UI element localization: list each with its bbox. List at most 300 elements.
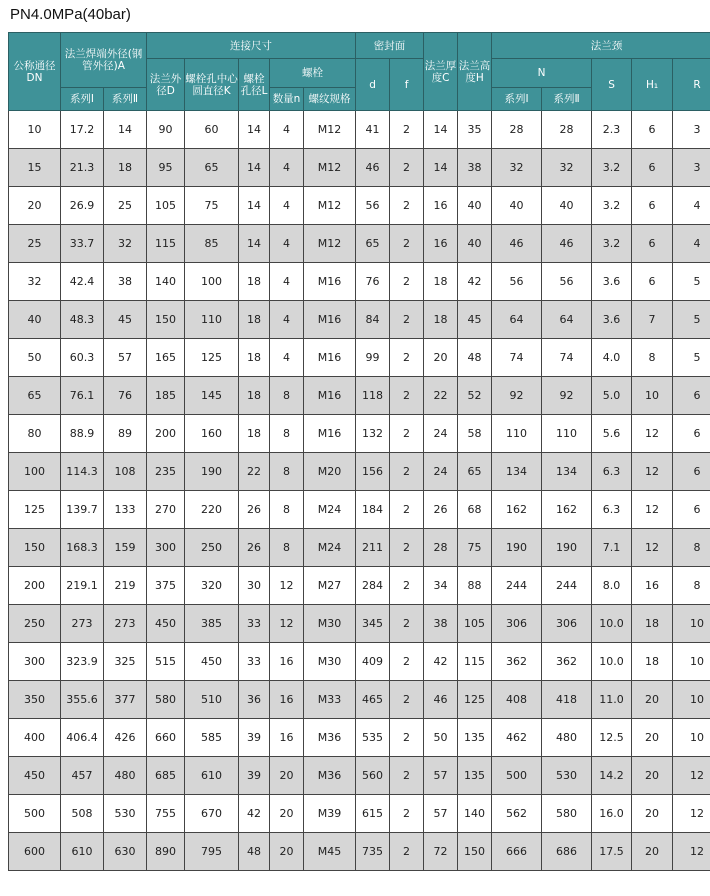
cell-seal-d: 65 (356, 225, 390, 263)
cell-a-s2: 108 (104, 453, 147, 491)
cell-a-s2: 630 (104, 833, 147, 871)
cell-c: 28 (424, 529, 458, 567)
cell-dn: 32 (9, 263, 61, 301)
cell-r: 10 (673, 681, 710, 719)
cell-thread: M27 (304, 567, 356, 605)
cell-seal-f: 2 (390, 643, 424, 681)
cell-r: 5 (673, 301, 710, 339)
cell-n-s2: 362 (542, 643, 592, 681)
table-row (9, 491, 710, 529)
cell-n-s2: 74 (542, 339, 592, 377)
cell-n-s1: 32 (492, 149, 542, 187)
cell-seal-f: 2 (390, 377, 424, 415)
cell-n-s2: 64 (542, 301, 592, 339)
cell-a-s1: 26.9 (61, 187, 104, 225)
cell-dn: 10 (9, 111, 61, 149)
header-seal-d: d (356, 59, 390, 111)
cell-s: 6.3 (592, 491, 632, 529)
table-row (9, 111, 710, 149)
cell-h1: 20 (632, 719, 673, 757)
cell-h: 105 (458, 605, 492, 643)
cell-dn: 80 (9, 415, 61, 453)
cell-a-s1: 60.3 (61, 339, 104, 377)
cell-r: 12 (673, 757, 710, 795)
cell-dn: 50 (9, 339, 61, 377)
cell-thread: M24 (304, 491, 356, 529)
cell-c: 42 (424, 643, 458, 681)
cell-r: 6 (673, 453, 710, 491)
cell-d: 890 (147, 833, 185, 871)
cell-n-s2: 530 (542, 757, 592, 795)
cell-n: 16 (270, 719, 304, 757)
cell-n-s2: 110 (542, 415, 592, 453)
cell-l: 39 (239, 757, 270, 795)
cell-d: 270 (147, 491, 185, 529)
cell-n: 8 (270, 491, 304, 529)
cell-d: 140 (147, 263, 185, 301)
table-row (9, 681, 710, 719)
cell-dn: 40 (9, 301, 61, 339)
cell-a-s2: 38 (104, 263, 147, 301)
cell-l: 18 (239, 263, 270, 301)
cell-r: 8 (673, 567, 710, 605)
cell-s: 17.5 (592, 833, 632, 871)
cell-n: 16 (270, 681, 304, 719)
cell-thread: M16 (304, 415, 356, 453)
cell-l: 22 (239, 453, 270, 491)
cell-n: 20 (270, 833, 304, 871)
cell-n-s1: 462 (492, 719, 542, 757)
cell-s: 8.0 (592, 567, 632, 605)
cell-s: 3.2 (592, 187, 632, 225)
cell-h: 42 (458, 263, 492, 301)
cell-a-s1: 114.3 (61, 453, 104, 491)
cell-n-s2: 56 (542, 263, 592, 301)
cell-seal-f: 2 (390, 453, 424, 491)
cell-a-s2: 159 (104, 529, 147, 567)
cell-k: 250 (185, 529, 239, 567)
cell-c: 24 (424, 453, 458, 491)
cell-c: 57 (424, 795, 458, 833)
cell-a-s1: 42.4 (61, 263, 104, 301)
cell-s: 16.0 (592, 795, 632, 833)
cell-h1: 6 (632, 225, 673, 263)
table-row (9, 453, 710, 491)
cell-c: 46 (424, 681, 458, 719)
cell-seal-f: 2 (390, 833, 424, 871)
cell-k: 670 (185, 795, 239, 833)
cell-a-s2: 530 (104, 795, 147, 833)
cell-k: 60 (185, 111, 239, 149)
cell-d: 95 (147, 149, 185, 187)
cell-l: 14 (239, 187, 270, 225)
cell-c: 50 (424, 719, 458, 757)
cell-thread: M36 (304, 757, 356, 795)
cell-h: 140 (458, 795, 492, 833)
cell-seal-d: 615 (356, 795, 390, 833)
cell-r: 10 (673, 719, 710, 757)
cell-k: 160 (185, 415, 239, 453)
cell-l: 14 (239, 225, 270, 263)
cell-d: 90 (147, 111, 185, 149)
cell-n-s1: 666 (492, 833, 542, 871)
cell-a-s2: 133 (104, 491, 147, 529)
cell-n-s1: 92 (492, 377, 542, 415)
cell-dn: 350 (9, 681, 61, 719)
cell-h: 38 (458, 149, 492, 187)
cell-d: 165 (147, 339, 185, 377)
cell-n-s1: 190 (492, 529, 542, 567)
header-neck-r: R (673, 59, 710, 111)
cell-n-s1: 306 (492, 605, 542, 643)
header-weld-end-od: 法兰焊端外径(钢管外径)A (61, 33, 147, 88)
cell-n: 8 (270, 415, 304, 453)
cell-n: 4 (270, 263, 304, 301)
cell-h1: 6 (632, 263, 673, 301)
cell-h1: 18 (632, 643, 673, 681)
cell-h: 75 (458, 529, 492, 567)
cell-seal-f: 2 (390, 681, 424, 719)
cell-s: 7.1 (592, 529, 632, 567)
cell-thread: M24 (304, 529, 356, 567)
cell-seal-d: 409 (356, 643, 390, 681)
cell-n-s1: 562 (492, 795, 542, 833)
cell-thread: M12 (304, 225, 356, 263)
cell-n-s1: 56 (492, 263, 542, 301)
table-row (9, 377, 710, 415)
cell-l: 14 (239, 111, 270, 149)
cell-k: 585 (185, 719, 239, 757)
cell-n-s1: 74 (492, 339, 542, 377)
cell-h1: 20 (632, 795, 673, 833)
cell-c: 14 (424, 111, 458, 149)
cell-seal-d: 560 (356, 757, 390, 795)
cell-seal-f: 2 (390, 529, 424, 567)
cell-dn: 125 (9, 491, 61, 529)
cell-h1: 20 (632, 833, 673, 871)
cell-d: 105 (147, 187, 185, 225)
cell-thread: M30 (304, 643, 356, 681)
cell-dn: 600 (9, 833, 61, 871)
cell-r: 3 (673, 149, 710, 187)
cell-d: 150 (147, 301, 185, 339)
cell-k: 65 (185, 149, 239, 187)
cell-a-s1: 508 (61, 795, 104, 833)
cell-seal-f: 2 (390, 415, 424, 453)
table-row (9, 719, 710, 757)
cell-l: 26 (239, 529, 270, 567)
cell-l: 18 (239, 377, 270, 415)
cell-seal-d: 184 (356, 491, 390, 529)
cell-l: 18 (239, 339, 270, 377)
cell-n-s1: 28 (492, 111, 542, 149)
cell-n-s1: 134 (492, 453, 542, 491)
cell-seal-d: 284 (356, 567, 390, 605)
table-row (9, 415, 710, 453)
cell-seal-d: 156 (356, 453, 390, 491)
cell-r: 3 (673, 111, 710, 149)
cell-h1: 12 (632, 491, 673, 529)
cell-n: 8 (270, 453, 304, 491)
table-row (9, 643, 710, 681)
cell-r: 6 (673, 415, 710, 453)
cell-a-s1: 323.9 (61, 643, 104, 681)
header-sealing-face: 密封面 (356, 33, 424, 59)
cell-a-s1: 139.7 (61, 491, 104, 529)
cell-c: 57 (424, 757, 458, 795)
cell-l: 18 (239, 415, 270, 453)
cell-r: 6 (673, 377, 710, 415)
cell-d: 515 (147, 643, 185, 681)
cell-n-s2: 28 (542, 111, 592, 149)
cell-h: 135 (458, 757, 492, 795)
cell-seal-d: 41 (356, 111, 390, 149)
cell-dn: 500 (9, 795, 61, 833)
header-bolt-thread: 螺纹规格 (304, 88, 356, 111)
cell-n: 8 (270, 377, 304, 415)
cell-s: 14.2 (592, 757, 632, 795)
cell-h: 40 (458, 187, 492, 225)
cell-thread: M16 (304, 377, 356, 415)
cell-s: 12.5 (592, 719, 632, 757)
cell-a-s1: 48.3 (61, 301, 104, 339)
cell-n: 4 (270, 187, 304, 225)
cell-seal-f: 2 (390, 149, 424, 187)
cell-l: 18 (239, 301, 270, 339)
cell-h1: 12 (632, 453, 673, 491)
cell-l: 14 (239, 149, 270, 187)
cell-s: 11.0 (592, 681, 632, 719)
header-flange-thickness: 法兰厚度C (424, 33, 458, 111)
cell-a-s2: 325 (104, 643, 147, 681)
cell-thread: M12 (304, 187, 356, 225)
cell-seal-d: 46 (356, 149, 390, 187)
cell-h: 115 (458, 643, 492, 681)
cell-n: 4 (270, 149, 304, 187)
header-neck-n: N (492, 59, 592, 88)
cell-n: 16 (270, 643, 304, 681)
cell-a-s2: 480 (104, 757, 147, 795)
cell-c: 34 (424, 567, 458, 605)
cell-h1: 10 (632, 377, 673, 415)
cell-s: 3.2 (592, 225, 632, 263)
cell-h1: 6 (632, 149, 673, 187)
table-row (9, 149, 710, 187)
cell-seal-f: 2 (390, 225, 424, 263)
cell-h1: 16 (632, 567, 673, 605)
cell-h: 65 (458, 453, 492, 491)
cell-n-s2: 134 (542, 453, 592, 491)
table-row (9, 757, 710, 795)
cell-h: 58 (458, 415, 492, 453)
cell-h: 68 (458, 491, 492, 529)
cell-a-s2: 426 (104, 719, 147, 757)
cell-h1: 6 (632, 111, 673, 149)
cell-r: 12 (673, 795, 710, 833)
cell-a-s2: 219 (104, 567, 147, 605)
cell-n-s1: 64 (492, 301, 542, 339)
cell-a-s2: 45 (104, 301, 147, 339)
cell-dn: 200 (9, 567, 61, 605)
cell-k: 75 (185, 187, 239, 225)
cell-h1: 6 (632, 187, 673, 225)
table-row (9, 225, 710, 263)
table-row (9, 301, 710, 339)
cell-seal-f: 2 (390, 187, 424, 225)
cell-c: 26 (424, 491, 458, 529)
cell-r: 10 (673, 643, 710, 681)
table-row (9, 605, 710, 643)
cell-s: 10.0 (592, 605, 632, 643)
cell-dn: 450 (9, 757, 61, 795)
table-body (9, 111, 710, 871)
cell-seal-f: 2 (390, 301, 424, 339)
cell-k: 100 (185, 263, 239, 301)
header-a-series-1: 系列Ⅰ (61, 88, 104, 111)
cell-h: 135 (458, 719, 492, 757)
cell-thread: M30 (304, 605, 356, 643)
cell-seal-f: 2 (390, 719, 424, 757)
cell-n-s2: 418 (542, 681, 592, 719)
cell-l: 26 (239, 491, 270, 529)
cell-seal-d: 211 (356, 529, 390, 567)
cell-s: 6.3 (592, 453, 632, 491)
cell-a-s1: 168.3 (61, 529, 104, 567)
cell-l: 30 (239, 567, 270, 605)
cell-k: 450 (185, 643, 239, 681)
cell-seal-f: 2 (390, 263, 424, 301)
header-dn: 公称通径DN (9, 33, 61, 111)
cell-c: 16 (424, 187, 458, 225)
cell-d: 200 (147, 415, 185, 453)
cell-k: 85 (185, 225, 239, 263)
cell-a-s1: 457 (61, 757, 104, 795)
header-flange-od: 法兰外径D (147, 59, 185, 111)
cell-n-s1: 362 (492, 643, 542, 681)
cell-seal-f: 2 (390, 491, 424, 529)
table-row (9, 795, 710, 833)
header-a-series-2: 系列Ⅱ (104, 88, 147, 111)
cell-seal-d: 735 (356, 833, 390, 871)
header-bolt-count: 数量n (270, 88, 304, 111)
cell-seal-f: 2 (390, 567, 424, 605)
cell-seal-d: 84 (356, 301, 390, 339)
table-row (9, 567, 710, 605)
cell-a-s2: 14 (104, 111, 147, 149)
cell-s: 10.0 (592, 643, 632, 681)
cell-n-s2: 92 (542, 377, 592, 415)
cell-thread: M39 (304, 795, 356, 833)
cell-dn: 300 (9, 643, 61, 681)
header-seal-f: f (390, 59, 424, 111)
table-row (9, 263, 710, 301)
cell-r: 12 (673, 833, 710, 871)
cell-dn: 20 (9, 187, 61, 225)
cell-r: 5 (673, 263, 710, 301)
cell-h: 125 (458, 681, 492, 719)
cell-n: 8 (270, 529, 304, 567)
cell-s: 3.2 (592, 149, 632, 187)
cell-a-s1: 273 (61, 605, 104, 643)
table-row (9, 339, 710, 377)
cell-k: 125 (185, 339, 239, 377)
cell-a-s2: 57 (104, 339, 147, 377)
cell-r: 6 (673, 491, 710, 529)
cell-a-s2: 377 (104, 681, 147, 719)
cell-k: 320 (185, 567, 239, 605)
cell-a-s1: 33.7 (61, 225, 104, 263)
cell-c: 14 (424, 149, 458, 187)
cell-n: 4 (270, 225, 304, 263)
cell-n-s1: 408 (492, 681, 542, 719)
cell-l: 42 (239, 795, 270, 833)
cell-k: 145 (185, 377, 239, 415)
cell-a-s1: 406.4 (61, 719, 104, 757)
cell-k: 795 (185, 833, 239, 871)
cell-l: 33 (239, 605, 270, 643)
cell-a-s1: 21.3 (61, 149, 104, 187)
cell-s: 3.6 (592, 263, 632, 301)
header-neck-h1: H₁ (632, 59, 673, 111)
cell-s: 5.6 (592, 415, 632, 453)
cell-seal-d: 118 (356, 377, 390, 415)
cell-n-s2: 686 (542, 833, 592, 871)
cell-a-s1: 610 (61, 833, 104, 871)
cell-seal-f: 2 (390, 795, 424, 833)
cell-a-s1: 88.9 (61, 415, 104, 453)
cell-c: 22 (424, 377, 458, 415)
cell-c: 38 (424, 605, 458, 643)
cell-seal-f: 2 (390, 605, 424, 643)
table-row (9, 187, 710, 225)
cell-s: 3.6 (592, 301, 632, 339)
cell-d: 580 (147, 681, 185, 719)
header-connection: 连接尺寸 (147, 33, 356, 59)
cell-n-s2: 46 (542, 225, 592, 263)
header-neck-s: S (592, 59, 632, 111)
cell-h1: 12 (632, 529, 673, 567)
cell-dn: 25 (9, 225, 61, 263)
cell-n-s1: 46 (492, 225, 542, 263)
cell-n: 20 (270, 795, 304, 833)
cell-n: 12 (270, 567, 304, 605)
cell-l: 33 (239, 643, 270, 681)
cell-n-s1: 110 (492, 415, 542, 453)
cell-seal-d: 345 (356, 605, 390, 643)
cell-c: 18 (424, 263, 458, 301)
cell-seal-f: 2 (390, 757, 424, 795)
cell-n-s2: 32 (542, 149, 592, 187)
cell-h: 48 (458, 339, 492, 377)
cell-dn: 15 (9, 149, 61, 187)
cell-c: 16 (424, 225, 458, 263)
cell-n-s1: 162 (492, 491, 542, 529)
cell-h1: 8 (632, 339, 673, 377)
cell-seal-d: 535 (356, 719, 390, 757)
cell-seal-f: 2 (390, 339, 424, 377)
cell-r: 10 (673, 605, 710, 643)
cell-a-s2: 89 (104, 415, 147, 453)
header-flange-height: 法兰高度H (458, 33, 492, 111)
cell-c: 18 (424, 301, 458, 339)
cell-a-s2: 32 (104, 225, 147, 263)
cell-thread: M20 (304, 453, 356, 491)
header-n-series-1: 系列Ⅰ (492, 88, 542, 111)
cell-dn: 400 (9, 719, 61, 757)
cell-h1: 18 (632, 605, 673, 643)
cell-seal-d: 99 (356, 339, 390, 377)
cell-k: 190 (185, 453, 239, 491)
